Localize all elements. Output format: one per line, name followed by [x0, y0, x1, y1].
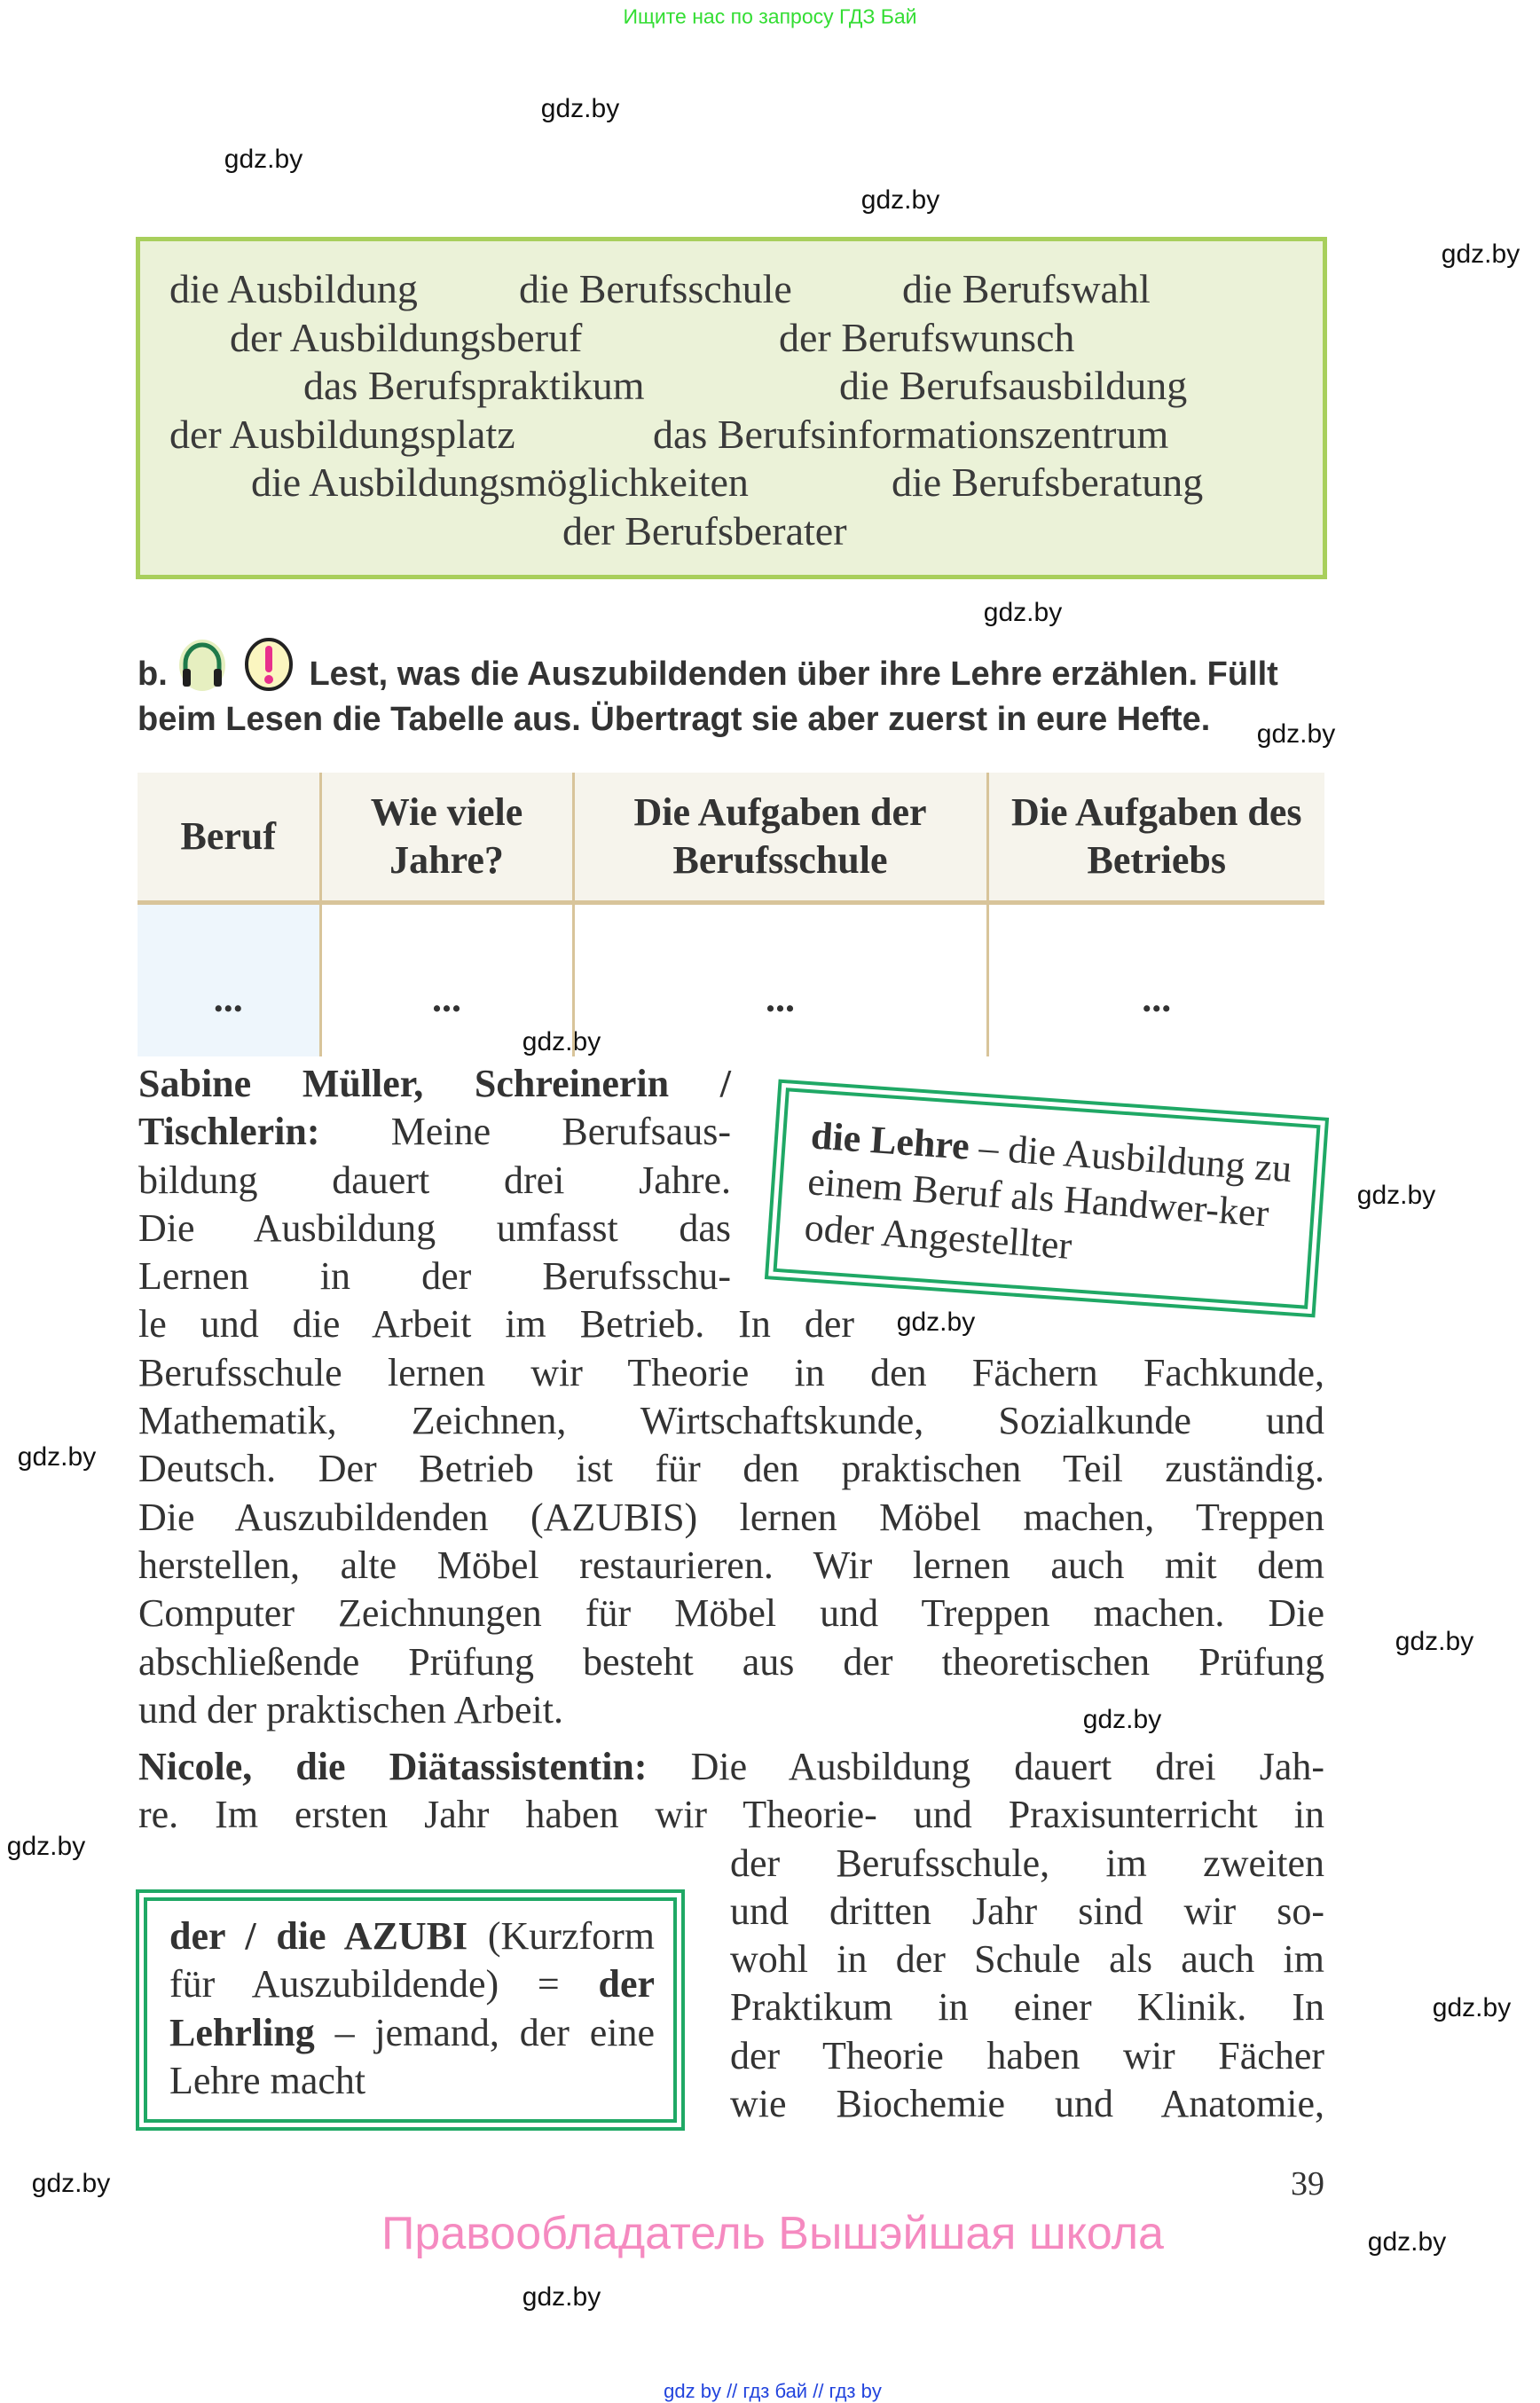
task-table: [138, 773, 1324, 1056]
azubi-definition: [169, 1912, 655, 2105]
vocab-word: die Ausbildungsmöglichkeiten: [251, 459, 749, 505]
speaker-job: Tischlerin:: [138, 1110, 320, 1154]
watermark: gdz.by: [17, 1442, 97, 1472]
text-line: der Theorie haben wir Fächer: [730, 2033, 1324, 2077]
speaker-name: Nicole, die Diätassistentin:: [138, 1745, 648, 1788]
definition-term: Lehrling: [169, 2010, 315, 2054]
text-line: Lernen in der Berufsschu-: [138, 1254, 731, 1299]
watermark: gdz.by: [896, 1308, 976, 1337]
vocab-word: das Berufsinformationszentrum: [653, 412, 1169, 457]
watermark: gdz.by: [224, 145, 303, 174]
text-line: der Berufsschule, im zweiten: [730, 1841, 1324, 1885]
text-line: [138, 1743, 1324, 1791]
vocab-word: der Ausbildungsberuf: [230, 315, 583, 360]
text-line: [169, 1912, 655, 1960]
watermark: gdz.by: [522, 2282, 601, 2312]
search-hint: Ищите нас по запросу ГДЗ Бай: [623, 4, 917, 28]
definition-body: – die Ausbildung zu einem Beruf als Handwer-ker oder Angestellter: [803, 1125, 1293, 1268]
text-line: bildung dauert drei Jahre.: [138, 1158, 731, 1202]
text-line: Mathematik, Zeichnen, Wirtschaftskunde, Sozialkunde und: [138, 1399, 1324, 1443]
text-fragment: (Kurzform: [487, 1914, 656, 1958]
text-fragment: für Auszubildende) =: [169, 1962, 560, 2006]
watermark: gdz.by: [6, 1832, 86, 1861]
text-fragment: – jemand, der eine: [334, 2010, 655, 2054]
table-row: [138, 903, 1324, 1057]
table-cell: ...: [573, 903, 987, 1057]
text-line: Lehre macht: [169, 2058, 366, 2102]
text-fragment: Meine Berufsaus-: [390, 1110, 732, 1154]
watermark: gdz.by: [1367, 2227, 1447, 2257]
watermark: gdz.by: [1256, 719, 1336, 749]
watermark: gdz.by: [983, 598, 1063, 627]
footer-links[interactable]: gdz by // гдз бай // гдз by: [664, 2380, 882, 2402]
table-cell: ...: [1142, 976, 1172, 1020]
text-line: und der praktischen Arbeit.: [138, 1687, 563, 1732]
table-cell: ...: [320, 903, 573, 1057]
task-text: Lest, was die Auszubildenden über ihre Lehre erzählen. Füllt beim Lesen die Tabelle aus. Übertragt sie aber zuerst in eure Hefte.: [138, 656, 1278, 738]
vocab-word: die Berufsschule: [519, 266, 792, 311]
text-line: Die Ausbildung umfasst das: [138, 1205, 731, 1250]
watermark: gdz.by: [1356, 1181, 1436, 1210]
text-line: [138, 1108, 731, 1156]
watermark: gdz.by: [860, 185, 940, 215]
text-fragment: Die Ausbildung dauert drei Jah-: [690, 1745, 1324, 1788]
text-line: [169, 2009, 655, 2057]
vocab-word: die Berufsausbildung: [839, 363, 1188, 408]
watermark: gdz.by: [540, 94, 620, 123]
text-line: [169, 1960, 655, 2008]
definition-term: die Lehre: [809, 1113, 971, 1168]
text-line: wie Biochemie und Anatomie,: [730, 2082, 1324, 2126]
headphones-icon: [177, 637, 228, 692]
task-instruction: [138, 637, 1326, 742]
exclamation-icon: [243, 637, 295, 692]
text-line: herstellen, alte Möbel restaurieren. Wir lernen auch mit dem: [138, 1543, 1324, 1587]
vocab-word: der Berufswunsch: [779, 315, 1075, 360]
vocab-word: der Ausbildungsplatz: [169, 412, 515, 457]
vocab-word: das Berufspraktikum: [303, 363, 645, 408]
text-line: abschließende Prüfung besteht aus der theoretischen Prüfung: [138, 1639, 1324, 1684]
text-line: und dritten Jahr sind wir so-: [730, 1889, 1324, 1933]
copyright-notice: Правообладатель Вышэйшая школа: [381, 2208, 1164, 2259]
table-header: Die Aufgaben der Berufsschule: [573, 773, 987, 903]
table-header: Beruf: [138, 773, 320, 903]
watermark: gdz.by: [522, 1027, 601, 1056]
watermark: gdz.by: [1082, 1705, 1162, 1734]
text-line: Computer Zeichnungen für Möbel und Treppen machen. Die: [138, 1591, 1324, 1636]
page-number: 39: [1291, 2165, 1324, 2203]
text-line: Deutsch. Der Betrieb ist für den praktischen Teil zuständig.: [138, 1447, 1324, 1491]
text-line: wohl in der Schule als auch im: [730, 1937, 1324, 1982]
vocab-word: die Ausbildung: [169, 266, 418, 311]
text-line: le und die Arbeit im Betrieb. In der: [138, 1302, 854, 1347]
definition-box-lehre: [773, 1088, 1320, 1309]
speaker-name: Sabine Müller, Schreinerin /: [138, 1062, 731, 1105]
definition-term: der / die AZUBI: [169, 1914, 468, 1958]
text-line: Praktikum in einer Klinik. In: [730, 1985, 1324, 2030]
vocab-word: die Berufsberatung: [892, 459, 1204, 505]
vocab-word: der Berufsberater: [562, 508, 847, 554]
definition-text: [803, 1112, 1295, 1284]
definition-term: der: [598, 1962, 656, 2006]
text-line: Berufsschule lernen wir Theorie in den Fächern Fachkunde,: [138, 1350, 1324, 1394]
watermark: gdz.by: [1432, 1993, 1512, 2022]
watermark: gdz.by: [1441, 240, 1520, 269]
text-line: re. Im ersten Jahr haben wir Theorie- und Praxisunterricht in: [138, 1793, 1324, 1837]
table-header: Wie viele Jahre?: [320, 773, 573, 903]
watermark: gdz.by: [1395, 1627, 1474, 1656]
task-letter: b.: [138, 656, 168, 693]
text-line: Die Auszubildenden (AZUBIS) lernen Möbel machen, Treppen: [138, 1495, 1324, 1539]
vocab-word: die Berufswahl: [902, 266, 1151, 311]
table-header: Die Aufgaben des Betriebs: [987, 773, 1324, 903]
watermark: gdz.by: [31, 2169, 111, 2198]
table-cell: ...: [138, 903, 320, 1057]
